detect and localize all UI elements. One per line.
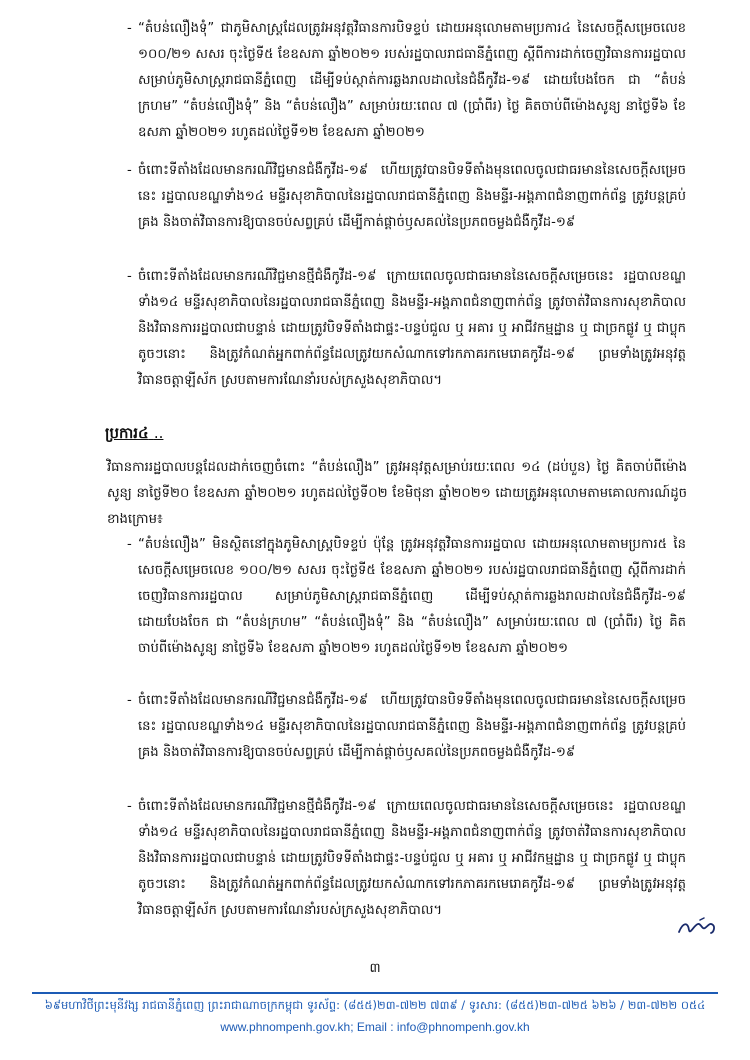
article-heading-label: ប្រការ៤ (105, 424, 149, 442)
bullet-text: ចំពោះទីតាំងដែលមានករណីវិជ្ជមានថ្មីជំងឺកូវីដ-១៩ ក្រោយពេលចូលជាធរមាននៃសេចក្តីសម្រេចនេះ រដ្ឋបាលខណ្ឌទាំង១៤ មន្ទីរសុខាភិបាលនៃរដ្ឋបាលរាជធានីភ្នំពេញ និងមន្ទីរ-អង្គភាពជំនាញពាក់ព័ន្ធ ត្រូវចាត់វិធានការសុខាភិបាល និងវិធានការរដ្ឋបាលជាបន្ទាន់ ដោយត្រូវបិទទីតាំងជាផ្ទះ-បន្ទប់ជួល ឬ អគារ ឬ អាជីវកម្មដ្ឋាន ឬ ជាច្រកផ្លូវ ឬ ជាប្លុកតូចៗនោះ និងត្រូវកំណត់អ្នកពាក់ព័ន្ធដែលត្រូវយកសំណាកទៅរកភាគរកមេរោគកូវីដ-១៩ ព្រមទាំងត្រូវអនុវត្តវិធានចត្តាឡីស័ក ស្របតាមការណែនាំរបស់ក្រសួងសុខាភិបាល។ (138, 799, 686, 918)
bullet-text: ចំពោះទីតាំងដែលមានករណីវិជ្ជមានជំងឺកូវីដ-១៩ ហើយត្រូវបានបិទទីតាំងមុនពេលចូលជាធរមាននៃសេចក្តីសម្រេចនេះ រដ្ឋបាលខណ្ឌទាំង១៤ មន្ទីរសុខាភិបាលនៃរដ្ឋបាលរាជធានីភ្នំពេញ និងមន្ទីរ-អង្គភាពជំនាញពាក់ព័ន្ធ ត្រូវបន្តគ្រប់គ្រង និងចាត់វិធានការឱ្យបានចប់សព្វគ្រប់ ដើម្បីកាត់ផ្តាច់ឫសគល់នៃប្រភពចម្លងជំងឺកូវីដ-១៩ (138, 163, 686, 230)
bullet-dash: - (127, 163, 132, 178)
bullet-text: “តំបន់លឿង” មិនស្ថិតនៅក្នុងភូមិសាស្ត្របិទខ្ទប់ ប៉ុន្តែ ត្រូវអនុវត្តវិធានការរដ្ឋបាល ដោយអនុលោមតាមប្រការ៥ នៃសេចក្តីសម្រេចលេខ ១០០/២១ សសរ ចុះថ្ងៃទី៥ ខែឧសភា ឆ្នាំ២០២១ របស់រដ្ឋបាលរាជធានីភ្នំពេញ ស្តីពីការដាក់ចេញវិធានការរដ្ឋបាល សម្រាប់ភូមិសាស្ត្ររាជធានីភ្នំពេញ ដើម្បីទប់ស្កាត់ការឆ្លងរាលដាលនៃជំងឺកូវីដ-១៩ ដោយបែងចែក ជា “តំបន់ក្រហម” “តំបន់លឿងទុំ” និង “តំបន់លឿង” សម្រាប់រយៈពេល ៧ (ប្រាំពីរ) ថ្ងៃ គិតចាប់ពីម៉ោងសូន្យ នាថ្ងៃទី៦ ខែឧសភា ឆ្នាំ២០២១ រហូតដល់ថ្ងៃទី១២ ខែឧសភា ឆ្នាំ២០២១ (138, 537, 686, 656)
footer-divider (32, 992, 718, 994)
list-item (127, 16, 686, 146)
bullet-dash: - (127, 799, 132, 814)
footer-contact: www.phnompenh.gov.kh; Email : info@phnompenh.gov.kh (220, 1020, 530, 1034)
article-heading-tail: .. (153, 424, 164, 442)
list-item (127, 158, 686, 236)
list-item (127, 794, 686, 924)
page-number: ៣ (369, 961, 381, 976)
list-item (127, 264, 686, 394)
bullet-dash: - (127, 269, 132, 284)
bullet-dash: - (127, 693, 132, 708)
list-item (127, 532, 686, 662)
footer-address: ៦៩មហាវិថីព្រះមុនីវង្ស រាជធានីភ្នំពេញ ព្រះរាជាណាចក្រកម្ពុជា ទូរស័ព្ទ: (៨៥៥)២៣-៧២២ ៧៣៩ / ទូរសារ: (៨៥៥)២៣-៧២៥ ៦២៦ / ២៣-៧២២ ០៥៤ (44, 998, 706, 1012)
bullet-dash: - (127, 537, 132, 552)
handwritten-initials (676, 916, 720, 938)
article-heading (105, 420, 163, 446)
list-item (127, 688, 686, 766)
article-intro (107, 455, 687, 533)
bullet-dash: - (127, 21, 132, 36)
bullet-text: “តំបន់លឿងទុំ” ជាភូមិសាស្ត្រដែលត្រូវអនុវត្តវិធានការបិទខ្ទប់ ដោយអនុលោមតាមប្រការ៤ នៃសេចក្តីសម្រេចលេខ ១០០/២១ សសរ ចុះថ្ងៃទី៥ ខែឧសភា ឆ្នាំ២០២១ របស់រដ្ឋបាលរាជធានីភ្នំពេញ ស្តីពីការដាក់ចេញវិធានការរដ្ឋបាល សម្រាប់ភូមិសាស្ត្ររាជធានីភ្នំពេញ ដើម្បីទប់ស្កាត់ការឆ្លងរាលដាលនៃជំងឺកូវីដ-១៩ ដោយបែងចែក ជា “តំបន់ក្រហម” “តំបន់លឿងទុំ” និង “តំបន់លឿង” សម្រាប់រយៈពេល ៧ (ប្រាំពីរ) ថ្ងៃ គិតចាប់ពីម៉ោងសូន្យ នាថ្ងៃទី៦ ខែឧសភា ឆ្នាំ២០២១ រហូតដល់ថ្ងៃទី១២ ខែឧសភា ឆ្នាំ២០២១ (138, 21, 686, 140)
bullet-text: ចំពោះទីតាំងដែលមានករណីវិជ្ជមានជំងឺកូវីដ-១៩ ហើយត្រូវបានបិទទីតាំងមុនពេលចូលជាធរមាននៃសេចក្តីសម្រេចនេះ រដ្ឋបាលខណ្ឌទាំង១៤ មន្ទីរសុខាភិបាលនៃរដ្ឋបាលរាជធានីភ្នំពេញ និងមន្ទីរ-អង្គភាពជំនាញពាក់ព័ន្ធ ត្រូវបន្តគ្រប់គ្រង និងចាត់វិធានការឱ្យបានចប់សព្វគ្រប់ ដើម្បីកាត់ផ្តាច់ឫសគល់នៃប្រភពចម្លងជំងឺកូវីដ-១៩ (138, 693, 686, 760)
bullet-text: ចំពោះទីតាំងដែលមានករណីវិជ្ជមានថ្មីជំងឺកូវីដ-១៩ ក្រោយពេលចូលជាធរមាននៃសេចក្តីសម្រេចនេះ រដ្ឋបាលខណ្ឌទាំង១៤ មន្ទីរសុខាភិបាលនៃរដ្ឋបាលរាជធានីភ្នំពេញ និងមន្ទីរ-អង្គភាពជំនាញពាក់ព័ន្ធ ត្រូវចាត់វិធានការសុខាភិបាល និងវិធានការរដ្ឋបាលជាបន្ទាន់ ដោយត្រូវបិទទីតាំងជាផ្ទះ-បន្ទប់ជួល ឬ អគារ ឬ អាជីវកម្មដ្ឋាន ឬ ជាច្រកផ្លូវ ឬ ជាប្លុកតូចៗនោះ និងត្រូវកំណត់អ្នកពាក់ព័ន្ធដែលត្រូវយកសំណាកទៅរកភាគរកមេរោគកូវីដ-១៩ ព្រមទាំងត្រូវអនុវត្តវិធានចត្តាឡីស័ក ស្របតាមការណែនាំរបស់ក្រសួងសុខាភិបាល។ (138, 269, 686, 388)
article-intro-text: វិធានការរដ្ឋបាលបន្តដែលដាក់ចេញចំពោះ “តំបន់លឿង” ត្រូវអនុវត្តសម្រាប់រយៈពេល ១៤ (ដប់បួន) ថ្ងៃ គិតចាប់ពីម៉ោងសូន្យ នាថ្ងៃទី២០ ខែឧសភា ឆ្នាំ២០២១ រហូតដល់ថ្ងៃទី០២ ខែមិថុនា ឆ្នាំ២០២១ ដោយត្រូវអនុលោមតាមគោលការណ៍ដូចខាងក្រោម៖ (107, 460, 687, 527)
